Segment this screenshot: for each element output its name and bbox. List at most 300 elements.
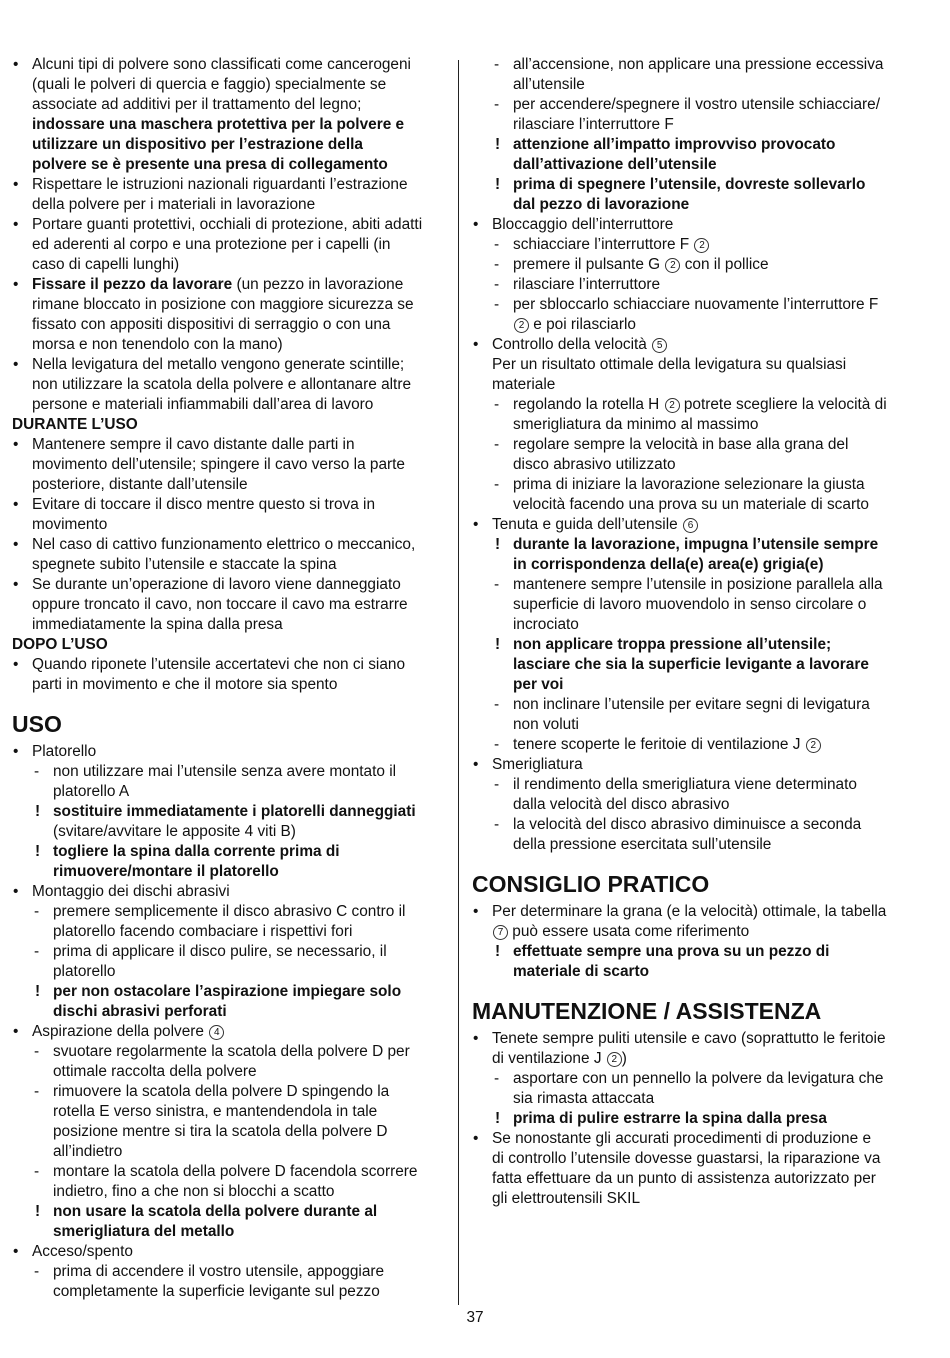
line-text: della polvere per i materiali in lavorazione — [32, 196, 316, 213]
sub-item — [472, 575, 908, 595]
bullet-mark: • — [13, 1023, 19, 1040]
line-text: posteriore, distante dall’utensile — [32, 476, 248, 493]
line-text: non usare la scatola della polvere durante al — [53, 1203, 378, 1220]
warning-item — [472, 1109, 908, 1129]
sub-item — [472, 255, 908, 275]
line-text: in corrispondenza della(e) area(e) grigia(e) — [513, 556, 824, 573]
line-text: indossare una maschera protettiva per la polvere e — [32, 116, 405, 133]
figure-ref: 2 — [806, 738, 821, 753]
bullet-mark: • — [13, 536, 19, 553]
dash-mark: - — [494, 696, 500, 713]
dash-mark: - — [494, 476, 500, 493]
line-text: platorello A — [53, 783, 130, 800]
line-text: incrociato — [513, 616, 579, 633]
sub-item — [12, 902, 448, 922]
sub-continuation-line — [12, 782, 448, 802]
sub-continuation-line — [472, 195, 908, 215]
line-text: rimane bloccato in posizione con maggiore sicurezza se — [32, 296, 414, 313]
bullet-mark: • — [13, 1243, 19, 1260]
sub-continuation-line — [12, 922, 448, 942]
dash-mark: - — [494, 56, 500, 73]
line-text: lasciare che sia la superficie levigante a lavorare — [513, 656, 869, 673]
line-text: regolare sempre la velocità in base alla grana del — [513, 436, 849, 453]
warning-mark: ! — [495, 176, 501, 193]
dash-mark: - — [34, 1163, 40, 1180]
line-text: DOPO L’USO — [12, 636, 108, 653]
bullet-item — [472, 515, 908, 535]
continuation-line — [12, 295, 448, 315]
warning-item — [12, 1202, 448, 1222]
bullet-mark: • — [13, 356, 19, 373]
sub-continuation-line — [472, 115, 908, 135]
line-text: Tenete sempre puliti utensile e cavo (soprattutto le feritoie — [492, 1030, 886, 1047]
line-text: non utilizzare mai l’utensile senza avere montato il — [53, 763, 397, 780]
line-text: completamente la superficie levigante sul pezzo — [53, 1283, 380, 1300]
line-text: non voluti — [513, 716, 579, 733]
line-text: per non ostacolare l’aspirazione impiegare solo — [53, 983, 402, 1000]
continuation-line — [12, 595, 448, 615]
sub-continuation-line — [12, 1002, 448, 1022]
bullet-mark: • — [13, 883, 19, 900]
line-text: oppure troncato il cavo, non toccare il cavo ma estrarre — [32, 596, 408, 613]
line-text: per sbloccarlo schiacciare nuovamente l’interruttore F — [513, 296, 879, 313]
warning-item — [472, 175, 908, 195]
continuation-line — [472, 1169, 908, 1189]
continuation-line — [472, 922, 908, 942]
sub-continuation-line — [472, 75, 908, 95]
line-text: Rispettare le istruzioni nazionali riguardanti l’estrazione — [32, 176, 408, 193]
continuation-line — [12, 675, 448, 695]
line-text: mantenere sempre l’utensile in posizione parallela alla — [513, 576, 883, 593]
continuation-line — [472, 355, 908, 375]
dash-mark: - — [34, 1083, 40, 1100]
warning-mark: ! — [35, 843, 41, 860]
sub-item — [472, 475, 908, 495]
bullet-mark: • — [473, 336, 479, 353]
line-text: ottimale raccolta della polvere — [53, 1063, 257, 1080]
line-text: indietro, fino a che non si blocchi a scatto — [53, 1183, 335, 1200]
line-text: movimento — [32, 516, 108, 533]
continuation-line — [12, 555, 448, 575]
sub-continuation-line — [472, 715, 908, 735]
bullet-item — [12, 355, 448, 375]
warning-item — [12, 802, 448, 822]
sub-continuation-line — [12, 822, 448, 842]
dash-mark: - — [34, 1263, 40, 1280]
section-gap — [472, 982, 908, 997]
bullet-item — [12, 55, 448, 75]
line-text: premere il pulsante G — [513, 256, 665, 273]
continuation-line — [12, 475, 448, 495]
left-column — [12, 55, 448, 1302]
line-text: platorello — [53, 963, 116, 980]
warning-item — [12, 842, 448, 862]
bullet-mark: • — [473, 516, 479, 533]
line-text: rimuovere la scatola della polvere D spingendo la — [53, 1083, 390, 1100]
line-text: per voi — [513, 676, 564, 693]
bullet-item — [12, 742, 448, 762]
dash-mark: - — [494, 276, 500, 293]
bullet-item — [12, 575, 448, 595]
sub-continuation-line — [472, 595, 908, 615]
line-text: posizione mentre si tira la scatola della polvere D — [53, 1123, 388, 1140]
line-text: disco abrasivo utilizzato — [513, 456, 676, 473]
line-text: all’accensione, non applicare una pressione eccessiva — [513, 56, 884, 73]
dash-mark: - — [494, 776, 500, 793]
bullet-mark: • — [13, 216, 19, 233]
line-text: rilasciare l’interruttore F — [513, 116, 674, 133]
continuation-line — [12, 155, 448, 175]
continuation-line — [12, 135, 448, 155]
dash-mark: - — [494, 1070, 500, 1087]
line-text: caso di capelli lunghi) — [32, 256, 180, 273]
bullet-item — [12, 882, 448, 902]
line-text: dall’attivazione dell’utensile — [513, 156, 717, 173]
line-text: Portare guanti protettivi, occhiali di protezione, abiti adatti — [32, 216, 423, 233]
warning-mark: ! — [495, 136, 501, 153]
line-text: di controllo l’utensile dovesse guastarsi, la riparazione va — [492, 1150, 881, 1167]
bullet-item — [12, 1242, 448, 1262]
continuation-line — [12, 255, 448, 275]
line-text: sia rimasta attaccata — [513, 1090, 655, 1107]
line-text: Alcuni tipi di polvere sono classificati come cancerogeni — [32, 56, 411, 73]
continuation-line — [12, 375, 448, 395]
bold-lead: Fissare il pezzo da lavorare — [32, 276, 233, 293]
sub-continuation-line — [12, 1142, 448, 1162]
line-text: Aspirazione della polvere — [32, 1023, 209, 1040]
continuation-line — [472, 1189, 908, 1209]
line-text: spegnete subito l’utensile e staccate la spina — [32, 556, 337, 573]
sub-continuation-line — [12, 1102, 448, 1122]
line-text: Nel caso di cattivo funzionamento elettrico o meccanico, — [32, 536, 416, 553]
line-text: all’utensile — [513, 76, 585, 93]
continuation-line — [12, 455, 448, 475]
page-number: 37 — [466, 1309, 484, 1326]
bullet-mark: • — [13, 436, 19, 453]
figure-ref: 2 — [514, 318, 529, 333]
sub-item — [472, 735, 908, 755]
line-text: per accendere/spegnere il vostro utensile schiacciare/ — [513, 96, 881, 113]
line-text: Evitare di toccare il disco mentre questo si trova in — [32, 496, 376, 513]
line-text: gli elettroutensili SKIL — [492, 1190, 640, 1207]
line-text: il rendimento della smerigliatura viene determinato — [513, 776, 857, 793]
continuation-line — [472, 1049, 908, 1069]
dash-mark: - — [494, 736, 500, 753]
line-text: smerigliatura del metallo — [53, 1223, 235, 1240]
dash-mark: - — [494, 256, 500, 273]
sub-continuation-line — [472, 1089, 908, 1109]
warning-item — [12, 982, 448, 1002]
bullet-item — [472, 215, 908, 235]
figure-ref: 2 — [665, 258, 680, 273]
sub-item — [472, 95, 908, 115]
warning-mark: ! — [495, 943, 501, 960]
bullet-mark: • — [473, 903, 479, 920]
line-text: rimuovere/montare il platorello — [53, 863, 279, 880]
bullet-item — [472, 902, 908, 922]
line-text: fissato con appositi dispositivi di serraggio o con una — [32, 316, 391, 333]
section-gap — [472, 855, 908, 870]
bullet-mark: • — [473, 1130, 479, 1147]
sub-continuation-line — [472, 415, 908, 435]
warning-mark: ! — [495, 1110, 501, 1127]
line-text: dal pezzo di lavorazione — [513, 196, 690, 213]
line-text: materiale di scarto — [513, 963, 650, 980]
line-text: prima di accendere il vostro utensile, appoggiare — [53, 1263, 385, 1280]
line-text: smerigliatura da minimo al massimo — [513, 416, 759, 433]
sub-continuation-line — [472, 495, 908, 515]
figure-ref: 6 — [683, 518, 698, 533]
continuation-line — [12, 235, 448, 255]
line-text: regolando la rotella H — [513, 396, 664, 413]
line-text: tenere scoperte le feritoie di ventilazione J — [513, 736, 805, 753]
bullet-mark: • — [13, 576, 19, 593]
line-text: Smerigliatura — [492, 756, 583, 773]
bullet-item — [12, 535, 448, 555]
dash-mark: - — [494, 296, 500, 313]
sub-item — [472, 435, 908, 455]
warning-mark: ! — [495, 636, 501, 653]
line-text: rotella E verso sinistra, e mantendendola in tale — [53, 1103, 378, 1120]
line-text: platorello facendo combaciare i rispettivi fori — [53, 923, 353, 940]
line-text: fatta effettuare da un punto di assistenza autorizzato per — [492, 1170, 876, 1187]
line-text: associate ad additivi per il trattamento del legno; — [32, 96, 362, 113]
bullet-item — [12, 655, 448, 675]
line-text: (un pezzo in lavorazione — [232, 276, 404, 293]
sub-continuation-line — [472, 555, 908, 575]
subsection-heading — [12, 635, 448, 655]
bullet-item — [12, 1022, 448, 1042]
bullet-mark: • — [13, 56, 19, 73]
sub-continuation-line — [12, 1122, 448, 1142]
line-text: Montaggio dei dischi abrasivi — [32, 883, 230, 900]
line-text: USO — [12, 711, 62, 737]
sub-item — [472, 395, 908, 415]
sub-item — [472, 815, 908, 835]
continuation-line — [12, 75, 448, 95]
sub-continuation-line — [12, 1062, 448, 1082]
line-text: durante la lavorazione, impugna l’utensile sempre — [513, 536, 879, 553]
dash-mark: - — [494, 576, 500, 593]
figure-ref: 2 — [665, 398, 680, 413]
line-text: Mantenere sempre il cavo distante dalle parti in — [32, 436, 355, 453]
bullet-item — [12, 435, 448, 455]
column-divider — [458, 60, 459, 1305]
line-text: prima di applicare il disco pulire, se necessario, il — [53, 943, 387, 960]
line-text: velocità facendo una prova su un materiale di scarto — [513, 496, 869, 513]
sub-item — [472, 775, 908, 795]
dash-mark: - — [494, 96, 500, 113]
line-text: polvere se è presente una presa di collegamento — [32, 156, 388, 173]
dash-mark: - — [494, 396, 500, 413]
bullet-mark: • — [473, 1030, 479, 1047]
sub-item — [12, 762, 448, 782]
line-text-tail: ) — [621, 1050, 627, 1067]
sub-continuation-line — [12, 962, 448, 982]
sub-item — [12, 1262, 448, 1282]
section-heading — [472, 870, 908, 898]
sub-continuation-line — [472, 155, 908, 175]
sub-item — [472, 295, 908, 315]
line-text: Se nonostante gli accurati procedimenti di produzione e — [492, 1130, 872, 1147]
sub-continuation-line — [472, 962, 908, 982]
sub-item — [472, 235, 908, 255]
continuation-line — [472, 1149, 908, 1169]
bullet-item — [472, 1029, 908, 1049]
line-text-tail: e poi rilasciarlo — [529, 316, 636, 333]
bullet-item — [472, 335, 908, 355]
line-text: (svitare/avvitare le apposite 4 viti B) — [53, 823, 296, 840]
line-text: la velocità del disco abrasivo diminuisce a seconda — [513, 816, 862, 833]
sub-continuation-line — [472, 675, 908, 695]
figure-ref: 5 — [652, 338, 667, 353]
line-text: DURANTE L’USO — [12, 416, 138, 433]
bullet-item — [472, 1129, 908, 1149]
section-heading — [12, 710, 448, 738]
continuation-line — [12, 615, 448, 635]
bullet-item — [12, 495, 448, 515]
line-text-tail: può essere usata come riferimento — [508, 923, 750, 940]
figure-ref: 2 — [694, 238, 709, 253]
dash-mark: - — [494, 436, 500, 453]
bullet-mark: • — [473, 216, 479, 233]
figure-ref: 2 — [607, 1052, 622, 1067]
line-text: non inclinare l’utensile per evitare segni di levigatura — [513, 696, 870, 713]
bullet-mark: • — [13, 743, 19, 760]
right-column — [472, 55, 908, 1209]
line-text: non applicare troppa pressione all’utensile; — [513, 636, 832, 653]
line-text: dalla velocità del disco abrasivo — [513, 796, 730, 813]
line-text: montare la scatola della polvere D facendola scorrere — [53, 1163, 418, 1180]
line-text: all’indietro — [53, 1143, 123, 1160]
line-text: Nella levigatura del metallo vengono generate scintille; — [32, 356, 405, 373]
line-text: Quando riponete l’utensile accertatevi che non ci siano — [32, 656, 406, 673]
continuation-line — [12, 195, 448, 215]
sub-item — [472, 1069, 908, 1089]
warning-mark: ! — [35, 983, 41, 1000]
continuation-line — [12, 95, 448, 115]
sub-item — [12, 1082, 448, 1102]
bullet-item — [12, 215, 448, 235]
bullet-mark: • — [13, 496, 19, 513]
line-text-tail: con il pollice — [680, 256, 769, 273]
warning-mark: ! — [35, 1203, 41, 1220]
continuation-line — [12, 315, 448, 335]
continuation-line — [12, 395, 448, 415]
line-text: prima di spegnere l’utensile, dovreste sollevarlo — [513, 176, 866, 193]
warning-item — [472, 535, 908, 555]
line-text: attenzione all’impatto improvviso provocato — [513, 136, 836, 153]
sub-item — [472, 695, 908, 715]
line-text: Platorello — [32, 743, 97, 760]
line-text: immediatamente la spina dalla presa — [32, 616, 283, 633]
sub-item — [12, 1042, 448, 1062]
warning-item — [472, 942, 908, 962]
sub-item — [472, 55, 908, 75]
sub-item — [12, 1162, 448, 1182]
line-text: movimento dell’utensile; spingere il cavo verso la parte — [32, 456, 405, 473]
subsection-heading — [12, 415, 448, 435]
warning-item — [472, 635, 908, 655]
line-text: Se durante un’operazione di lavoro viene danneggiato — [32, 576, 401, 593]
sub-continuation-line — [472, 655, 908, 675]
sub-continuation-line — [472, 615, 908, 635]
line-text: dischi abrasivi perforati — [53, 1003, 227, 1020]
line-text: di ventilazione J — [492, 1050, 606, 1067]
dash-mark: - — [34, 1043, 40, 1060]
dash-mark: - — [494, 236, 500, 253]
warning-mark: ! — [495, 536, 501, 553]
continuation-line — [12, 335, 448, 355]
sub-continuation-line — [12, 862, 448, 882]
bullet-item — [12, 275, 448, 295]
dash-mark: - — [34, 943, 40, 960]
line-text-tail: potrete scegliere la velocità di — [679, 396, 887, 413]
line-text: persone e materiali infiammabili dall’area di lavoro — [32, 396, 374, 413]
continuation-line — [12, 115, 448, 135]
line-text: non utilizzare la scatola della polvere e allontanare altre — [32, 376, 412, 393]
line-text: (quali le polveri di quercia e faggio) specialmente se — [32, 76, 387, 93]
line-text: prima di iniziare la lavorazione selezionare la giusta — [513, 476, 865, 493]
line-text: materiale — [492, 376, 556, 393]
bullet-item — [472, 755, 908, 775]
line-text: asportare con un pennello la polvere da levigatura che — [513, 1070, 884, 1087]
bullet-mark: • — [13, 656, 19, 673]
line-text: rilasciare l’interruttore — [513, 276, 661, 293]
sub-continuation-line — [472, 795, 908, 815]
sub-item — [12, 942, 448, 962]
line-text: Per determinare la grana (e la velocità) ottimale, la tabella — [492, 903, 887, 920]
bullet-mark: • — [473, 756, 479, 773]
section-gap — [12, 695, 448, 710]
sub-continuation-line — [12, 1222, 448, 1242]
sub-continuation-line — [472, 315, 908, 335]
sub-item — [472, 275, 908, 295]
line-text: effettuate sempre una prova su un pezzo di — [513, 943, 830, 960]
section-heading — [472, 997, 908, 1025]
line-text: utilizzare un dispositivo per l’estrazione della — [32, 136, 363, 153]
warning-mark: ! — [35, 803, 41, 820]
line-text: svuotare regolarmente la scatola della polvere D per — [53, 1043, 410, 1060]
bullet-item — [12, 175, 448, 195]
line-text: Controllo della velocità — [492, 336, 652, 353]
line-text: morsa e non tenendolo con la mano) — [32, 336, 283, 353]
line-text: superficie di lavoro muovendolo in senso circolare o — [513, 596, 867, 613]
warning-item — [472, 135, 908, 155]
figure-ref: 7 — [493, 925, 508, 940]
bullet-mark: • — [13, 176, 19, 193]
line-text: Per un risultato ottimale della levigatura su qualsiasi — [492, 356, 847, 373]
line-text: prima di pulire estrarre la spina dalla presa — [513, 1110, 827, 1127]
figure-ref: 4 — [209, 1025, 224, 1040]
dash-mark: - — [34, 763, 40, 780]
dash-mark: - — [494, 816, 500, 833]
continuation-line — [12, 515, 448, 535]
line-text: schiacciare l’interruttore F — [513, 236, 694, 253]
line-text: Acceso/spento — [32, 1243, 133, 1260]
line-text: premere semplicemente il disco abrasivo C contro il — [53, 903, 406, 920]
line-text: parti in movimento e che il motore sia spento — [32, 676, 338, 693]
bullet-mark: • — [13, 276, 19, 293]
sub-continuation-line — [472, 455, 908, 475]
continuation-line — [472, 375, 908, 395]
line-text: ed aderenti al corpo e una protezione per i capelli (in — [32, 236, 391, 253]
line-text: della pressione esercitata sull’utensile — [513, 836, 772, 853]
sub-continuation-line — [12, 1182, 448, 1202]
dash-mark: - — [34, 903, 40, 920]
sub-continuation-line — [472, 835, 908, 855]
line-text: togliere la spina dalla corrente prima di — [53, 843, 340, 860]
